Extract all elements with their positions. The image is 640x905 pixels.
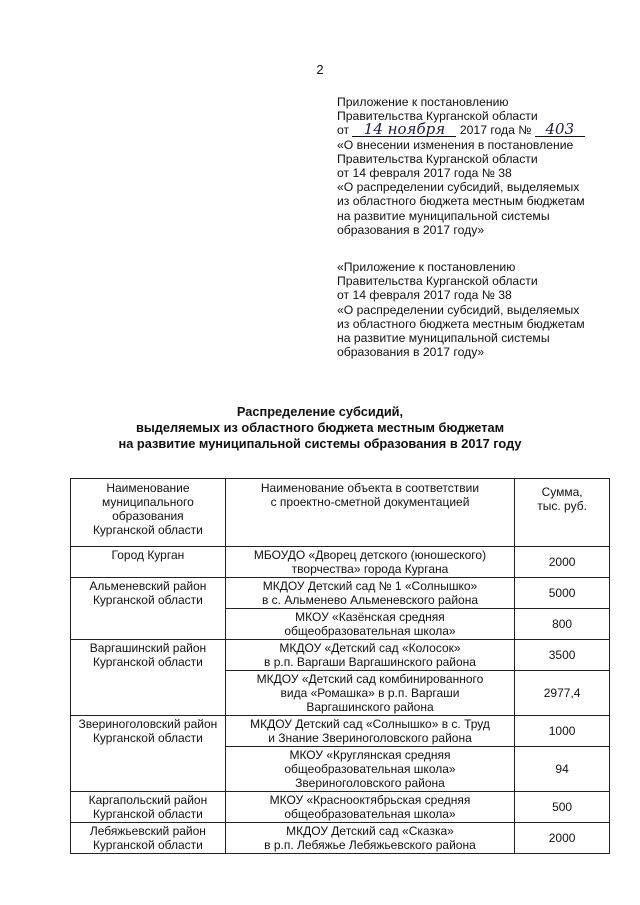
object-cell [225, 547, 514, 578]
title-line: Распределение субсидий, [236, 404, 404, 419]
subsidy-table [70, 478, 610, 854]
object-cell [225, 671, 514, 716]
municipality-text: Курганской области [92, 731, 203, 745]
header-sum [515, 479, 610, 547]
table-row [71, 716, 610, 747]
table-row [71, 823, 610, 854]
header-text: Сумма, [541, 485, 583, 499]
object-text: в с. Альменево Альменевского района [261, 593, 479, 607]
object-cell [225, 578, 514, 609]
header-text: образования [112, 509, 184, 523]
header-text: Курганской области [92, 523, 203, 537]
header-object [225, 479, 514, 547]
appendix-date-line [337, 120, 627, 139]
appendix-line: образования в 2017 году» [337, 345, 485, 360]
appendix-line: Правительства Курганской области [337, 274, 538, 289]
object-text: МКДОУ Детский сад № 1 «Солнышко» [262, 579, 478, 593]
object-cell [225, 609, 514, 640]
table-row [71, 792, 610, 823]
municipality-cell [71, 792, 226, 823]
appendix-line: «О внесении изменения в постановление [337, 137, 574, 152]
table-row [71, 640, 610, 671]
sum-cell: 3500 [515, 640, 610, 671]
appendix-line: «О распределении субсидий, выделяемых [337, 180, 580, 195]
appendix-header-original [337, 260, 627, 359]
object-text: Звериноголовского района [295, 776, 445, 790]
object-text: МКОУ «Краснооктябрьская средняя [269, 793, 471, 807]
header-text: Наименование [106, 481, 190, 495]
header-text: Наименование объекта в соответствии [260, 481, 480, 495]
municipality-text: Каргапольский район [88, 793, 208, 807]
appendix-line: Правительства Курганской области [337, 151, 538, 166]
municipality-text: Курганской области [92, 593, 203, 607]
object-cell [225, 716, 514, 747]
appendix-line: Приложение к постановлению [337, 95, 509, 109]
appendix-line: на развитие муниципальной системы [337, 331, 550, 346]
municipality-text: Альменевский район [89, 579, 207, 593]
appendix-line: из областного бюджета местным бюджетам [337, 194, 585, 209]
sum-cell: 2977,4 [515, 671, 610, 716]
table-row [71, 547, 610, 578]
header-text: с проектно-сметной документацией [270, 495, 470, 509]
object-text: общеобразовательная школа» [284, 762, 456, 776]
sum-cell: 2000 [515, 547, 610, 578]
appendix-header-current [337, 95, 627, 237]
sum-cell: 2000 [515, 823, 610, 854]
object-text: творчества» города Кургана [291, 562, 449, 576]
title-line: выделяемых из областного бюджета местным бюджетам [135, 420, 505, 435]
municipality-text: Лебяжьевский район [89, 824, 206, 838]
object-text: вида «Ромашка» в р.п. Варгаши [280, 686, 460, 700]
header-municipality [71, 479, 226, 547]
municipality-cell [71, 823, 226, 854]
sum-cell: 1000 [515, 716, 610, 747]
appendix-line: «Приложение к постановлению [337, 260, 516, 274]
municipality-cell [71, 716, 226, 792]
municipality-text: Курганской области [92, 655, 203, 669]
title-line: на развитие муниципальной системы образования в 2017 году [118, 436, 522, 451]
municipality-text: Город Курган [111, 548, 185, 562]
object-text: МКДОУ «Детский сад «Колосок» [279, 641, 461, 655]
object-text: в р.п. Варгаши Варгашинского района [263, 655, 476, 669]
object-text: Варгашинского района [306, 700, 434, 714]
municipality-cell [71, 578, 226, 640]
municipality-text: Курганской области [92, 807, 203, 821]
appendix-line: из областного бюджета местным бюджетам [337, 316, 585, 331]
municipality-text: Звериноголовский район [78, 717, 218, 731]
appendix-line: «О распределении субсидий, выделяемых [337, 302, 580, 317]
object-text: и Знание Звериноголовского района [268, 731, 472, 745]
object-text: МКОУ «Казёнская средняя [295, 610, 445, 624]
object-text: МКОУ «Круглянская средняя [289, 748, 451, 762]
object-cell [225, 640, 514, 671]
object-text: МКДОУ Детский сад «Солнышко» в с. Труд [250, 717, 490, 731]
table-header-row [71, 479, 610, 547]
appendix-line: образования в 2017 году» [337, 222, 485, 237]
appendix-from-prefix: от [337, 123, 350, 138]
object-text: общеобразовательная школа» [284, 624, 456, 638]
handwritten-number: 403 [535, 123, 585, 137]
object-text: в р.п. Лебяжье Лебяжьевского района [264, 838, 476, 852]
object-text: МКДОУ «Детский сад комбинированного [256, 672, 484, 686]
page-number: 2 [316, 62, 324, 77]
sum-cell: 94 [515, 747, 610, 792]
appendix-rest [337, 138, 627, 237]
sum-cell: 800 [515, 609, 610, 640]
municipality-cell [71, 640, 226, 716]
appendix-year-text: 2017 года № [459, 123, 532, 138]
object-text: МБОУДО «Дворец детского (юношеского) [253, 548, 487, 562]
appendix-line: Правительства Курганской области [337, 109, 538, 124]
municipality-text: Курганской области [92, 838, 203, 852]
municipality-cell [71, 547, 226, 578]
object-cell [225, 747, 514, 792]
table-row [71, 578, 610, 609]
object-cell [225, 823, 514, 854]
header-text: тыс. руб. [537, 499, 587, 513]
appendix-line: от 14 февраля 2017 года № 38 [337, 166, 512, 181]
header-text: муниципального [102, 495, 194, 509]
handwritten-date: 14 ноября [352, 123, 456, 137]
object-text: МКДОУ Детский сад «Сказка» [286, 824, 454, 838]
appendix-line: от 14 февраля 2017 года № 38 [337, 288, 512, 303]
sum-cell: 500 [515, 792, 610, 823]
sum-cell: 5000 [515, 578, 610, 609]
document-title [0, 404, 640, 452]
municipality-text: Варгашинский район [89, 641, 207, 655]
object-cell [225, 792, 514, 823]
appendix-line: на развитие муниципальной системы [337, 208, 550, 223]
object-text: общеобразовательная школа» [284, 807, 456, 821]
